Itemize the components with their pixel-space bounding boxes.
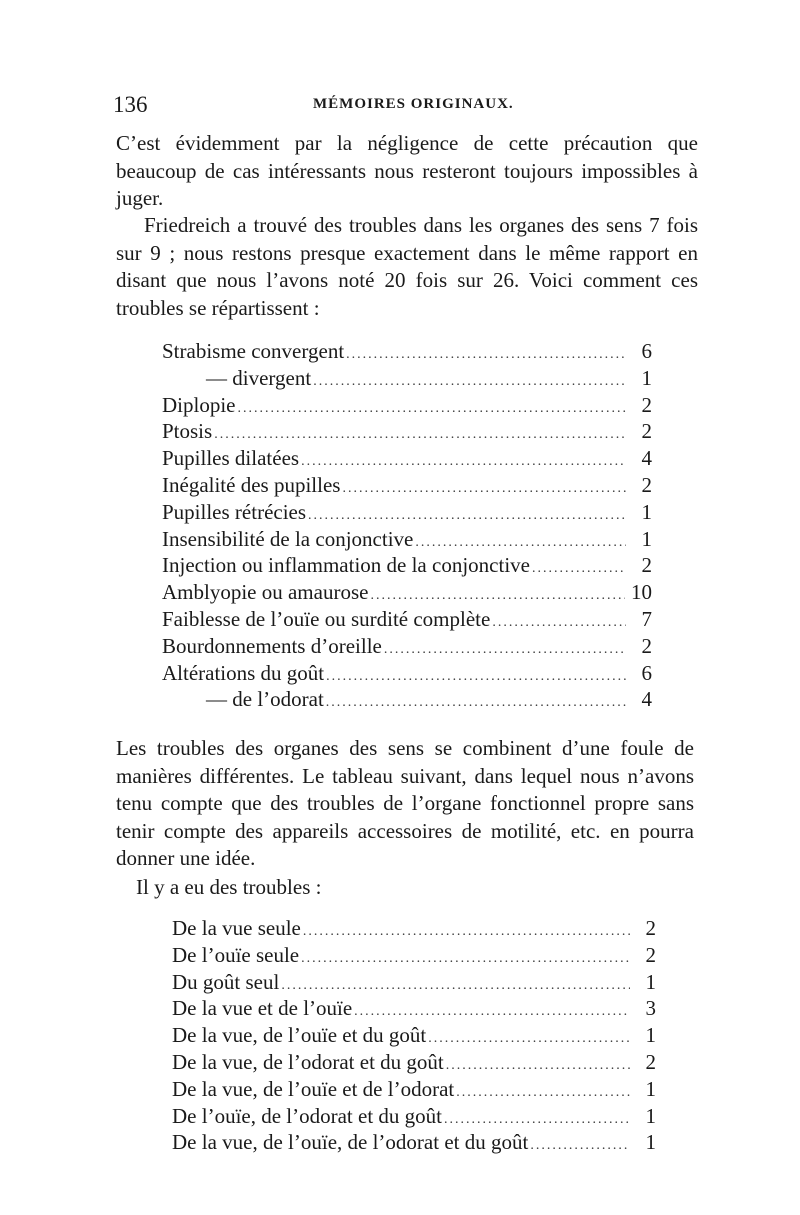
dot-leader [313, 369, 626, 395]
row-value: 6 [641, 339, 652, 363]
row-label: Diplopie [162, 392, 236, 417]
row-label: De la vue, de l’ouïe, de l’odorat et du goût [172, 1130, 529, 1155]
table-row [162, 552, 652, 579]
row-label: Bourdonnements d’oreille [162, 633, 382, 658]
paragraph-2: Friedreich a trouvé des troubles dans les organes des sens 7 fois sur 9 ; nous restons presque exactement dans le même rapport en disant que nous l’avons noté 20 fois sur 26. Voici comment ces troubles se répartissent : [116, 213, 698, 320]
dot-leader [446, 1053, 630, 1079]
table-row [172, 942, 656, 969]
dot-leader [326, 690, 626, 716]
dot-leader [301, 449, 626, 475]
row-label: Faiblesse de l’ouïe ou surdité complète [162, 606, 491, 631]
dot-leader [342, 476, 626, 502]
row-label: Ptosis [162, 419, 213, 444]
row-value: 7 [641, 606, 652, 631]
row-value: 1 [645, 1130, 656, 1155]
row-value: 2 [641, 419, 652, 444]
row-value: 2 [641, 553, 652, 578]
dot-leader [456, 1080, 630, 1106]
page-number: 136 [113, 92, 148, 117]
row-label: De la vue, de l’odorat et du goût [172, 1049, 444, 1074]
paragraph-3: Les troubles des organes des sens se combinent d’une foule de manières différentes. Le tableau suivant, dans lequel nous n’avons tenu compte que des troubles de l’organe fonctionnel propre sans tenir compte des appareils accessoires de motilité, etc. en pourra donner une idée. [116, 736, 694, 870]
row-value: 1 [641, 526, 652, 551]
table-row [162, 660, 652, 687]
table-row [162, 526, 652, 553]
dot-leader [301, 946, 630, 972]
sense-troubles-table [162, 338, 652, 713]
table-row [162, 499, 652, 526]
row-value: 1 [641, 499, 652, 524]
table-row [172, 1129, 656, 1156]
table-row [162, 633, 652, 660]
row-label: De la vue seule [172, 916, 301, 940]
table-row [162, 606, 652, 633]
row-value: 4 [641, 687, 652, 712]
table-row [162, 686, 652, 713]
row-value: 1 [645, 969, 656, 994]
table-row [162, 445, 652, 472]
row-label: Amblyopie ou amaurose [162, 580, 369, 605]
row-label: De la vue et de l’ouïe [172, 996, 353, 1021]
row-label: De la vue, de l’ouïe et du goût [172, 1023, 427, 1048]
row-label: — de l’odorat [206, 687, 324, 712]
table-row [172, 1022, 656, 1049]
row-value: 1 [645, 1103, 656, 1128]
row-value: 2 [645, 916, 656, 940]
row-value: 1 [645, 1023, 656, 1048]
row-label: Pupilles rétrécies [162, 499, 307, 524]
dot-leader [532, 556, 626, 582]
row-label: Injection ou inflammation de la conjonctive [162, 553, 530, 578]
dot-leader [238, 396, 627, 422]
row-label: Inégalité des pupilles [162, 472, 341, 497]
running-head: MÉMOIRES ORIGINAUX. [313, 96, 514, 112]
row-label: De la vue, de l’ouïe et de l’odorat [172, 1076, 455, 1101]
row-value: 2 [645, 942, 656, 967]
table-row [172, 1103, 656, 1130]
row-label: Pupilles dilatées [162, 446, 300, 471]
row-label: Altérations du goût [162, 660, 325, 685]
combinations-table [172, 915, 656, 1156]
table-row [162, 579, 652, 606]
table-row [172, 969, 656, 996]
row-value: 1 [641, 365, 652, 390]
row-value: 10 [631, 580, 652, 605]
dot-leader [428, 1026, 630, 1052]
row-value: 4 [641, 446, 652, 471]
row-label: Du goût seul [172, 969, 280, 994]
dot-leader [303, 919, 630, 945]
row-label: — divergent [206, 365, 312, 390]
row-value: 2 [641, 472, 652, 497]
dot-leader [492, 610, 626, 636]
row-label: Strabisme convergent [162, 339, 345, 363]
paragraph-1: C’est évidemment par la négligence de cette précaution que beaucoup de cas intéressants nous resteront toujours impossibles à juger. [116, 131, 698, 210]
dot-leader [530, 1133, 630, 1159]
table-row [172, 1049, 656, 1076]
row-value: 2 [641, 633, 652, 658]
dot-leader [346, 342, 626, 368]
table-row [172, 915, 656, 942]
row-label: Insensibilité de la conjonctive [162, 526, 414, 551]
table-row [162, 392, 652, 419]
dot-leader [384, 637, 626, 663]
table-row [172, 995, 656, 1022]
dot-leader [326, 664, 626, 690]
row-label: De l’ouïe seule [172, 942, 300, 967]
row-value: 2 [645, 1049, 656, 1074]
table-row [172, 1076, 656, 1103]
paragraph-4: Il y a eu des troubles : [136, 875, 322, 899]
row-value: 2 [641, 392, 652, 417]
row-value: 1 [645, 1076, 656, 1101]
table-row [162, 365, 652, 392]
page-header [113, 92, 693, 122]
table-row [162, 338, 652, 365]
row-value: 6 [641, 660, 652, 685]
row-value: 3 [645, 996, 656, 1021]
row-label: De l’ouïe, de l’odorat et du goût [172, 1103, 443, 1128]
table-row [162, 472, 652, 499]
table-row [162, 418, 652, 445]
